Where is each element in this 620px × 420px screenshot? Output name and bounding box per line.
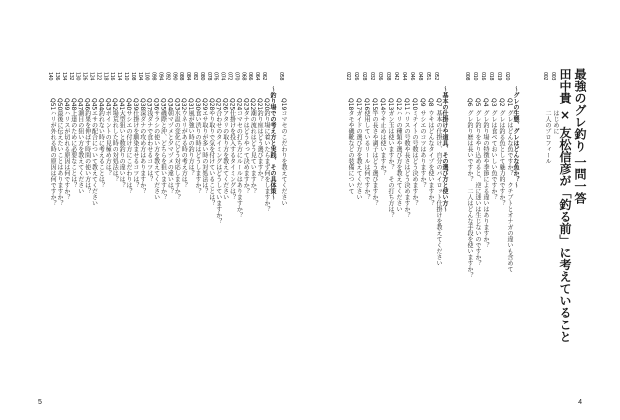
toc-page-number: 044 bbox=[401, 72, 407, 81]
toc-entry[interactable]: サシエの付け方にこだわりは？ bbox=[125, 110, 132, 194]
toc-page-number: 078 bbox=[205, 72, 212, 81]
toc-question-number: Q37 bbox=[145, 98, 153, 111]
toc-question-number: Q5 bbox=[474, 98, 481, 107]
toc-page-number: 074 bbox=[219, 72, 226, 81]
toc-question-number: Q26 bbox=[221, 98, 229, 111]
toc-entry[interactable]: 深ダナの攻め方はありますか？ bbox=[138, 110, 146, 194]
toc-page-number: 028 bbox=[361, 72, 367, 81]
toc-question-number: Q45 bbox=[90, 98, 98, 111]
toc-entry[interactable]: 釣れない時に考えることは？ bbox=[97, 110, 105, 188]
toc-entry[interactable]: グレ釣り歴は長いですか？ 二人はどんな手段を使いますか？ bbox=[466, 110, 473, 278]
toc-entry[interactable]: 水温の変化にどう対応しますか？ bbox=[173, 110, 181, 200]
toc-entry[interactable]: ウキはどんなタイプを使いますか？ bbox=[427, 110, 434, 206]
toc-page-number: 020 bbox=[504, 72, 510, 81]
toc-page-number: 140 bbox=[47, 72, 54, 81]
toc-page-number: 068 bbox=[240, 72, 247, 81]
toc-question-number: Q19 bbox=[280, 98, 287, 111]
toc-entry[interactable]: ガン玉は使いますか？ その打ち方は？ bbox=[387, 110, 394, 218]
toc-question-number: Q13 bbox=[387, 98, 394, 111]
toc-page-number: 070 bbox=[233, 72, 240, 81]
toc-entry[interactable]: 朝マヅメと夕マヅメの違いは？ bbox=[166, 110, 174, 194]
toc-page-number: 019 bbox=[496, 72, 502, 81]
toc-question-number: Q25 bbox=[228, 98, 236, 111]
toc-entry[interactable]: 合わせのタイミングはどうしていますか？ bbox=[214, 110, 222, 224]
toc-question-number: Q18 bbox=[347, 98, 354, 111]
toc-question-number: Q10 bbox=[411, 98, 418, 111]
toc-question-number: Q21 bbox=[256, 98, 264, 111]
toc-page-number: 052 bbox=[433, 72, 439, 81]
toc-entry[interactable]: 釣り場に着いたらまず何をしますか？ bbox=[263, 110, 270, 212]
toc-question-number: Q27 bbox=[214, 98, 222, 111]
toc-entry[interactable]: ウキ止めは使いますか？ bbox=[379, 110, 386, 176]
toc-entry[interactable]: サラシの使い方を教えてください bbox=[152, 110, 160, 200]
toc-entry[interactable]: 風が強い時の釣り方は？ bbox=[187, 110, 195, 176]
toc-page-number: 018 bbox=[488, 72, 494, 81]
toc-page-number: 026 bbox=[353, 72, 359, 81]
toc-section-heading: ～釣り場での考え方と実践、その具体策～ bbox=[269, 86, 276, 200]
toc-entry[interactable]: グレは釣る魚として魅力的ですか？ bbox=[498, 110, 505, 206]
toc-page-number: 066 bbox=[247, 72, 254, 81]
toc-question-number: Q1 bbox=[506, 98, 513, 107]
toc-page-number: 032 bbox=[369, 72, 375, 81]
toc-question-number: Q41 bbox=[118, 98, 126, 111]
toc-question-number: Q46 bbox=[83, 98, 91, 111]
toc-question-number: Q4 bbox=[482, 98, 489, 107]
toc-question-number: Q35 bbox=[159, 98, 167, 111]
toc-page-number: 038 bbox=[385, 72, 391, 81]
toc-question-number: Q23 bbox=[242, 98, 250, 111]
toc-page-number: 116 bbox=[109, 72, 116, 81]
toc-entry[interactable]: アタリの取り方を教えてください bbox=[221, 110, 229, 200]
toc-entry[interactable]: ハリが外れる時の原因は何ですか？ bbox=[49, 110, 57, 206]
toc-page-number: 048 bbox=[417, 72, 423, 81]
toc-entry[interactable]: タモや磯靴などの装備について bbox=[347, 110, 354, 194]
toc-question-number: Q44 bbox=[97, 98, 105, 111]
toc-entry[interactable]: 潮目の狙い方を教えてください bbox=[76, 110, 84, 194]
toc-page-number: 134 bbox=[60, 72, 67, 81]
toc-page-number: 008 bbox=[464, 72, 470, 81]
toc-question-number: Q28 bbox=[207, 98, 215, 111]
toc-page-number: 062 bbox=[261, 72, 267, 81]
toc-section-heading: ～グレの生態、グレはどんな魚か？～ bbox=[512, 86, 519, 188]
toc-entry[interactable]: 仕掛けを投入するタイミングは？ bbox=[228, 110, 236, 200]
toc-page-number: 003 bbox=[550, 72, 556, 81]
toc-page-number: 072 bbox=[226, 72, 233, 81]
toc-question-number: Q11 bbox=[403, 98, 410, 111]
toc-entry[interactable]: エサの配合について教えてください bbox=[90, 110, 98, 206]
toc-entry[interactable]: ハリの種類や選び方を教えてください bbox=[395, 110, 402, 212]
toc-question-number: Q2 bbox=[498, 98, 505, 107]
toc-entry[interactable]: ミチイトの号数はどう決めますか？ bbox=[411, 110, 418, 206]
toc-question-number: Q15 bbox=[371, 98, 378, 111]
toc-question-number: Q51 bbox=[49, 98, 57, 111]
toc-entry[interactable]: グレはどんな魚ですか？ クチブトとオナガの違いも含めて bbox=[506, 110, 513, 272]
toc-section-heading: ～基本の仕掛けや道具、その選び方と使い方～ bbox=[441, 86, 448, 212]
toc-entry[interactable]: ガイドの選び方を教えてください bbox=[355, 110, 362, 200]
toc-page-number: 088 bbox=[178, 72, 185, 81]
toc-entry[interactable]: グレは食べておいしい魚ですか？ bbox=[490, 110, 497, 200]
toc-question-number: Q9 bbox=[419, 98, 426, 107]
toc-entry[interactable]: 釣り座はどう選びますか？ bbox=[256, 110, 264, 182]
page-number-left: 5 bbox=[38, 399, 42, 406]
toc-question-number: Q14 bbox=[379, 98, 386, 111]
toc-page-number: 118 bbox=[102, 72, 109, 81]
toc-entry[interactable]: 上達のために必要なことは？ bbox=[69, 110, 77, 188]
toc-entry[interactable]: 使用しているリールは何ですか？ bbox=[363, 110, 370, 200]
toc-page-number: 016 bbox=[480, 72, 486, 81]
toc-page-number: 064 bbox=[254, 72, 261, 81]
toc-page-number: 010 bbox=[472, 72, 478, 81]
toc-entry[interactable]: グレ釣り場の特徴や季節による違いはありますか？ bbox=[482, 110, 489, 248]
toc-question-number: Q33 bbox=[173, 98, 181, 111]
toc-entry[interactable]: ウネリがある時の考え方は？ bbox=[180, 110, 188, 188]
toc-question-number: Q47 bbox=[76, 98, 84, 111]
toc-entry[interactable]: やり取りで気を付けていることは？ bbox=[207, 110, 215, 206]
toc-page-number: 136 bbox=[54, 72, 60, 81]
toc-question-number: Q20 bbox=[263, 98, 270, 111]
toc-entry[interactable]: ハリスが切れる原因は何ですか？ bbox=[62, 110, 70, 200]
toc-question-number: Q12 bbox=[395, 98, 402, 111]
toc-question-number: Q8 bbox=[427, 98, 434, 107]
toc-page-number: 098 bbox=[150, 72, 157, 81]
toc-page-number: 076 bbox=[212, 72, 219, 81]
toc-question-number: Q30 bbox=[194, 98, 201, 111]
toc-question-number: Q7 bbox=[435, 98, 442, 107]
toc-page-number: 042 bbox=[393, 72, 399, 81]
toc-entry[interactable]: ハリスの号数や長さはどう決めますか？ bbox=[403, 110, 410, 218]
toc-question-number: Q48 bbox=[69, 98, 77, 111]
toc-page-number: 132 bbox=[67, 72, 74, 81]
toc-question-number: Q50 bbox=[56, 98, 63, 111]
toc-question-number: Q38 bbox=[138, 98, 146, 111]
toc-question-number: Q43 bbox=[104, 98, 112, 111]
toc-question-number: Q29 bbox=[200, 98, 208, 111]
toc-entry[interactable]: サシエのコツはありますか？ bbox=[419, 110, 426, 188]
toc-entry[interactable]: ポイントの見極め方は？ bbox=[104, 110, 112, 176]
toc-entry[interactable]: 基本の仕掛け、自分のパイロット仕掛けを教えてください bbox=[435, 110, 442, 266]
toc-entry[interactable]: 釣果を伸ばす時間の使い方は？ bbox=[83, 110, 91, 194]
toc-page-number: 110 bbox=[123, 72, 129, 81]
toc-page-number: 124 bbox=[88, 72, 95, 81]
toc-page-number: 090 bbox=[171, 72, 178, 81]
toc-question-number: Q22 bbox=[249, 98, 257, 111]
toc-page-number: 046 bbox=[409, 72, 415, 81]
toc-page-number: 130 bbox=[74, 72, 81, 81]
toc-entry[interactable]: 場荒れした時の対処法は？ bbox=[111, 110, 119, 182]
toc-page-number: 082 bbox=[192, 72, 198, 81]
toc-page-number: 122 bbox=[95, 72, 102, 81]
toc-page-number: 084 bbox=[185, 72, 192, 81]
toc-question-number: Q36 bbox=[152, 98, 160, 111]
toc-page-number: 126 bbox=[81, 72, 88, 81]
toc-entry[interactable]: エサ取りが多い時の対処法は？ bbox=[200, 110, 208, 194]
toc-entry[interactable]: タナはどうやって決めますか？ bbox=[242, 110, 250, 194]
toc-page-number: 100 bbox=[143, 72, 150, 81]
toc-entry[interactable]: 二人のプロフィール bbox=[544, 110, 551, 164]
toc-page-number: 092 bbox=[164, 72, 171, 81]
toc-entry[interactable]: コマセのこだわりを教えてください bbox=[280, 110, 287, 206]
toc-question-number: Q32 bbox=[180, 98, 188, 111]
toc-page-number: 022 bbox=[345, 72, 351, 81]
toc-page-number: 002 bbox=[542, 72, 548, 81]
toc-page-number: 104 bbox=[136, 72, 143, 81]
main-subtitle: 最強のグレ釣り 一問一答 bbox=[573, 68, 587, 205]
toc-entry[interactable]: 最後に伝えたいことはありますか？ bbox=[56, 110, 63, 206]
toc-question-number: Q16 bbox=[363, 98, 370, 111]
toc-question-number: Q42 bbox=[111, 98, 119, 111]
toc-entry[interactable]: 大型狙いと数釣りの違いは？ bbox=[118, 110, 126, 188]
toc-question-number: Q34 bbox=[166, 98, 174, 111]
toc-entry[interactable]: 潮の流れはどう見ていますか？ bbox=[249, 110, 257, 194]
toc-question-number: Q17 bbox=[355, 98, 362, 111]
toc-question-number: Q6 bbox=[466, 98, 473, 107]
toc-page-number: 051 bbox=[425, 72, 431, 81]
toc-question-number: Q3 bbox=[490, 98, 497, 107]
toc-entry[interactable]: 浅ダナで食わせるコツは？ bbox=[145, 110, 153, 182]
toc-page-number: 036 bbox=[377, 72, 383, 81]
toc-entry[interactable]: 食い渋りの時はどうしますか？ bbox=[194, 110, 201, 194]
toc-entry[interactable]: コマセの打ち方にルールはありますか？ bbox=[235, 110, 243, 218]
toc-entry[interactable]: 仕掛けを馴染ませるコツは？ bbox=[131, 110, 139, 188]
toc-question-number: Q31 bbox=[187, 98, 195, 111]
toc-question-number: Q40 bbox=[125, 98, 132, 111]
toc-page-number: 108 bbox=[129, 72, 136, 81]
toc-entry[interactable]: 磯際と沖、どちらを狙いますか？ bbox=[159, 110, 167, 200]
toc-page-number: 094 bbox=[157, 72, 164, 81]
toc-question-number: Q49 bbox=[62, 98, 70, 111]
toc-entry[interactable]: グレ釣りをやり込めると、逆に迷いは生じないのですか？ bbox=[474, 110, 481, 266]
toc-page-number: 114 bbox=[116, 72, 123, 81]
main-title: 田中貴 × 友松信彦が「釣る前」に考えていること bbox=[558, 68, 572, 343]
toc-page-number: 080 bbox=[198, 72, 205, 81]
page-number-right: 4 bbox=[578, 399, 582, 406]
toc-page-number: 058 bbox=[278, 72, 284, 81]
toc-entry[interactable]: はじめに bbox=[552, 110, 559, 134]
toc-question-number: Q24 bbox=[235, 98, 243, 111]
toc-entry[interactable]: 竿の長さや調子はどう選びますか？ bbox=[371, 110, 378, 206]
toc-question-number: Q39 bbox=[131, 98, 139, 111]
